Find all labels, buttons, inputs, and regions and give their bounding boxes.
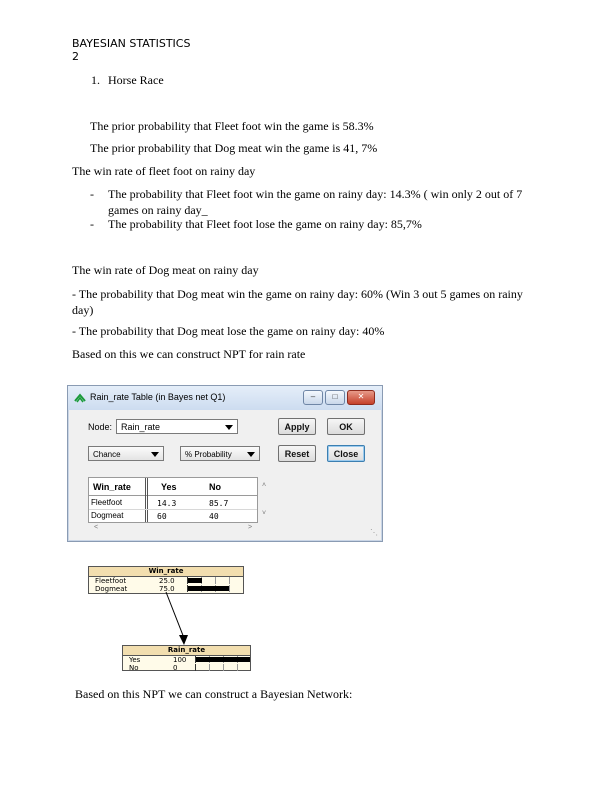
belief-bar [196, 657, 250, 662]
state-name: Yes [129, 656, 141, 664]
running-header [72, 37, 190, 63]
state-value: 25.0 [159, 577, 175, 585]
table-header-parent: Win_rate [93, 482, 131, 492]
table-column-divider [145, 478, 146, 522]
table-type-value: Chance [93, 450, 121, 459]
node-title: Rain_rate [123, 646, 250, 656]
dialog-titlebar [68, 386, 382, 410]
state-value: 100 [173, 656, 187, 664]
node-label: Node: [88, 422, 113, 432]
chevron-down-icon [225, 425, 233, 430]
belief-bar-track [195, 656, 250, 663]
bullet-marker: - [90, 187, 94, 201]
chevron-down-icon [247, 452, 255, 457]
dog-lose-paragraph: - The probability that Dog meat lose the game on rainy day: 40% [72, 324, 385, 338]
node-state-row [123, 664, 250, 672]
prior-dog-paragraph: The prior probability that Dog meat win the game is 41, 7% [90, 141, 378, 155]
state-name: No [129, 664, 139, 672]
apply-button[interactable]: Apply [278, 418, 316, 435]
table-type-select[interactable] [88, 446, 164, 461]
node-select-value: Rain_rate [121, 422, 161, 432]
scroll-down-icon[interactable]: ˅ [262, 510, 267, 517]
table-cell[interactable]: 85.7 [209, 499, 229, 508]
minimize-icon[interactable]: – [303, 390, 323, 405]
horizontal-scrollbar[interactable] [88, 524, 258, 534]
ok-button[interactable]: OK [327, 418, 365, 435]
npt-dialog [67, 385, 383, 542]
scroll-left-icon[interactable]: < [94, 524, 99, 531]
belief-bar [188, 578, 202, 583]
npt-intro-paragraph: Based on this we can construct NPT for rain rate [72, 347, 306, 361]
close-icon[interactable]: ✕ [347, 390, 375, 405]
node-state-row [89, 577, 243, 585]
table-cell[interactable]: 14.3 [157, 499, 177, 508]
belief-bar-track [187, 585, 242, 592]
table-divider [89, 495, 257, 496]
rain-rate-node[interactable] [122, 645, 251, 671]
close-button[interactable]: Close [327, 445, 365, 462]
dog-heading: The win rate of Dog meat on rainy day [72, 263, 259, 277]
fleet-heading: The win rate of fleet foot on rainy day [72, 164, 256, 178]
table-cell[interactable]: 60 [157, 512, 167, 521]
resize-grip-icon[interactable]: ⋱ [370, 528, 378, 537]
list-item-number: 1. [91, 73, 100, 87]
header-title: BAYESIAN STATISTICS [72, 37, 191, 50]
row-divider [89, 509, 257, 510]
vertical-scrollbar[interactable] [259, 478, 271, 522]
node-title: Win_rate [89, 567, 243, 577]
state-value: 75.0 [159, 585, 175, 593]
chevron-down-icon [151, 452, 159, 457]
prior-fleet-paragraph: The prior probability that Fleet foot win the game is 58.3% [90, 119, 374, 133]
node-state-row [123, 656, 250, 664]
dependency-arrow [160, 590, 190, 648]
belief-bar [188, 586, 229, 591]
network-intro-paragraph: Based on this NPT we can construct a Bayesian Network: [75, 687, 353, 701]
list-item-text: Horse Race [108, 73, 164, 87]
table-header-no: No [209, 482, 221, 492]
dog-win-paragraph: - The probability that Dog meat win the game on rainy day: 60% (Win 3 out 5 games on rainy day) [72, 287, 523, 317]
fleet-lose-bullet: The probability that Fleet foot lose the game on rainy day: 85,7% [108, 217, 422, 231]
belief-bar-track [195, 664, 250, 671]
reset-button[interactable]: Reset [278, 445, 316, 462]
state-name: Dogmeat [95, 585, 128, 593]
table-row-label: Dogmeat [91, 511, 124, 520]
dialog-title: Rain_rate Table (in Bayes net Q1) [90, 392, 226, 402]
display-mode-value: % Probability [185, 450, 232, 459]
display-mode-select[interactable] [180, 446, 260, 461]
table-row-label: Fleetfoot [91, 498, 123, 507]
belief-bar-track [187, 577, 242, 584]
table-cell[interactable]: 40 [209, 512, 219, 521]
node-select[interactable] [116, 419, 238, 434]
scroll-right-icon[interactable]: > [248, 524, 253, 531]
probability-table [88, 477, 267, 523]
page-number: 2 [72, 50, 79, 63]
scroll-up-icon[interactable]: ˄ [262, 482, 267, 489]
state-name: Fleetfoot [95, 577, 127, 585]
fleet-win-bullet: The probability that Fleet foot win the game on rainy day: 14.3% ( win only 2 out of 7 games on rainy day_ [108, 187, 523, 217]
table-header-yes: Yes [161, 482, 177, 492]
netica-logo-icon [74, 393, 86, 403]
maximize-icon[interactable]: □ [325, 390, 345, 405]
state-value: 0 [173, 664, 178, 672]
bullet-marker: - [90, 217, 94, 231]
